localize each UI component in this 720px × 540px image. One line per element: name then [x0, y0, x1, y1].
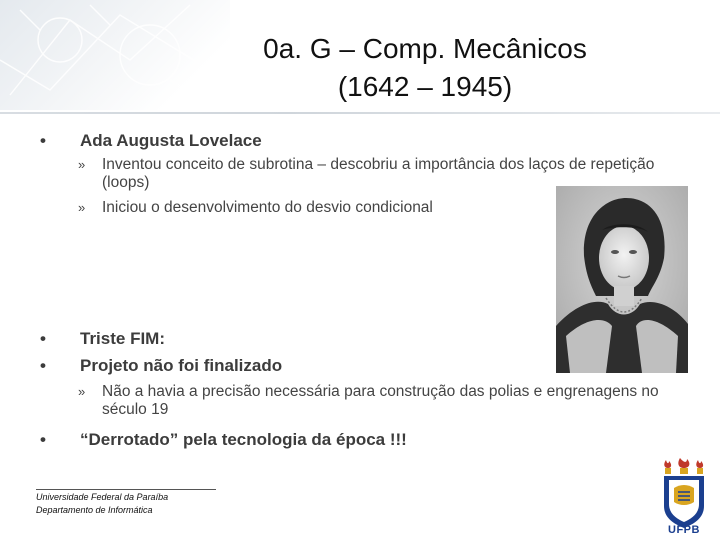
slide-title — [190, 30, 660, 106]
bullet-text: Triste FIM: — [80, 329, 166, 348]
subbullet-text: Inventou conceito de subrotina – descobriu a importância dos laços de repetição (loops) — [102, 156, 655, 191]
bullet-text: Ada Augusta Lovelace — [80, 131, 262, 150]
bullet-marker: • — [40, 430, 46, 449]
subbullet-text: Iniciou o desenvolvimento do desvio condicional — [102, 199, 433, 216]
subbullet-marker: » — [78, 200, 86, 215]
title-divider — [0, 112, 720, 114]
slide-title-line2: (1642 – 1945) — [337, 71, 513, 102]
portrait-illustration — [556, 186, 688, 373]
subbullet-marker: » — [78, 384, 86, 399]
slide-title-line1: 0a. G – Comp. Mecânicos — [263, 33, 587, 64]
subbullet-marker: » — [78, 157, 86, 172]
bullet-marker: • — [40, 356, 46, 375]
footer-department: Departamento de Informática — [36, 505, 153, 515]
footer-university: Universidade Federal da Paraíba — [36, 492, 169, 502]
bullet-marker: • — [40, 131, 46, 150]
footer-divider — [36, 489, 216, 490]
logo-text: UFPB — [668, 524, 700, 536]
bullet-text: Projeto não foi finalizado — [80, 356, 283, 375]
portrait-photo — [556, 186, 688, 373]
bullet-text: “Derrotado” pela tecnologia da época !!! — [80, 430, 407, 449]
bullet-marker: • — [40, 329, 46, 348]
subbullet-text: Não a havia a precisão necessária para construção das polias e engrenagens no século 19 — [102, 383, 659, 418]
